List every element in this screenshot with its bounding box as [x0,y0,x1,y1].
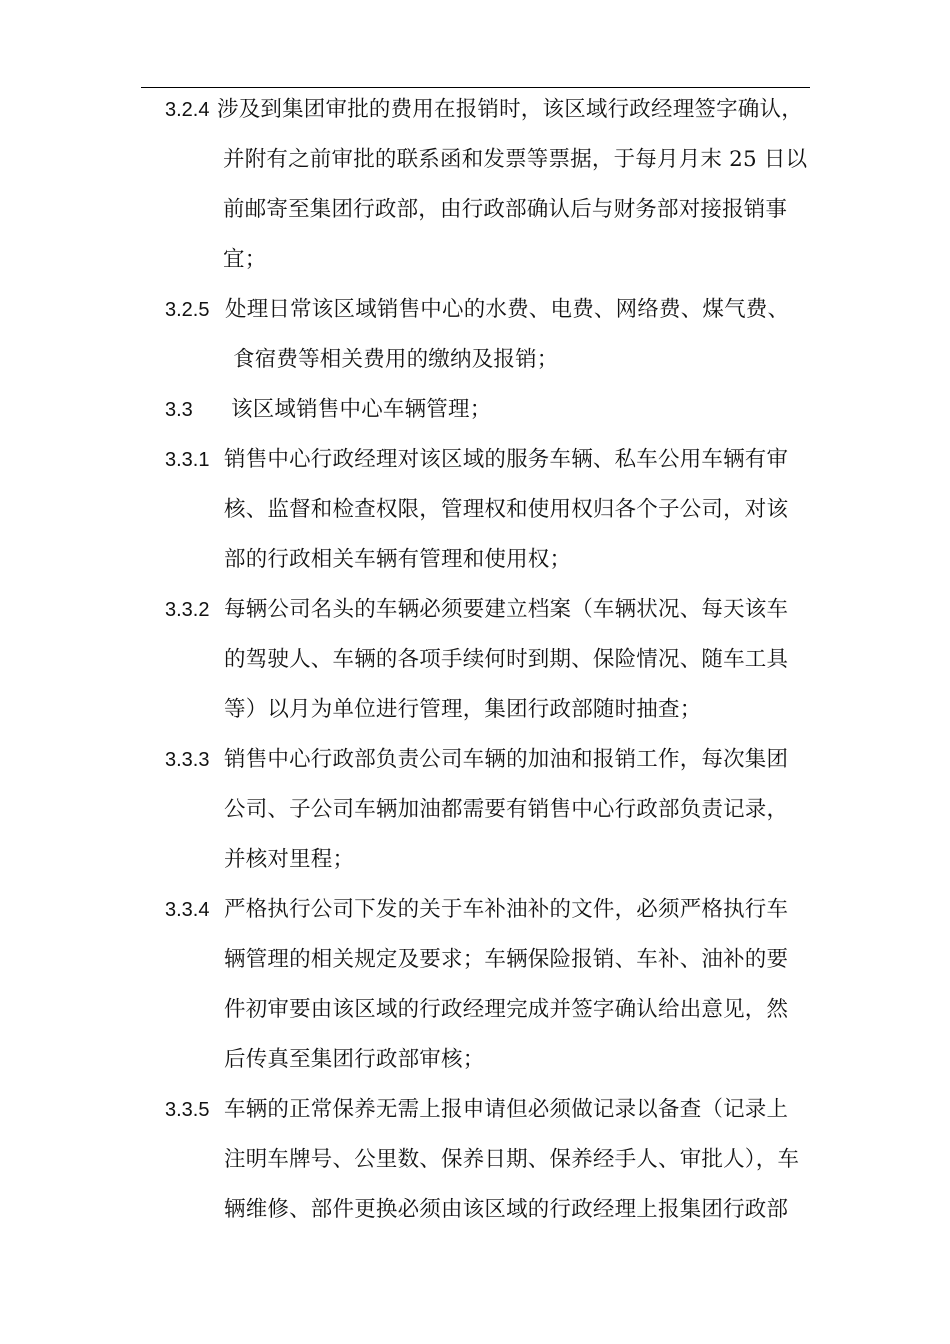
paragraph-line: 销售中心行政经理对该区域的服务车辆、私车公用车辆有审 [224,447,789,472]
paragraph-line: 注明车牌号、公里数、保养日期、保养经手人、审批人），车 [224,1147,800,1172]
paragraph-line: 销售中心行政部负责公司车辆的加油和报销工作，每次集团 [224,747,789,772]
paragraph-line: 每辆公司名头的车辆必须要建立档案（车辆状况、每天该车 [224,597,789,622]
paragraph-line: 宜； [223,247,267,272]
paragraph-line: 部的行政相关车辆有管理和使用权； [224,547,572,572]
section-number: 3.3.5 [165,1099,210,1121]
section-heading: 该区域销售中心车辆管理； [231,397,492,422]
paragraph-line: 车辆的正常保养无需上报申请但必须做记录以备查（记录上 [224,1097,789,1122]
paragraph-line: 辆维修、部件更换必须由该区域的行政经理上报集团行政部 [224,1197,789,1222]
section-number: 3.3.2 [165,599,210,621]
paragraph-line: 并核对里程； [224,847,355,872]
paragraph-line: 辆管理的相关规定及要求；车辆保险报销、车补、油补的要 [224,947,789,972]
paragraph-line: 后传真至集团行政部审核； [224,1047,485,1072]
header-rule [141,87,810,88]
paragraph-line: 涉及到集团审批的费用在报销时，该区域行政经理签字确认， [217,97,803,122]
paragraph-line: 食宿费等相关费用的缴纳及报销； [233,347,559,372]
section-number: 3.2.5 [165,299,210,321]
paragraph-line: 并附有之前审批的联系函和发票等票据，于每月月末 25 日以 [223,147,808,172]
section-number: 3.2.4 [165,99,210,121]
section-number: 3.3.3 [165,749,210,771]
paragraph-line: 前邮寄至集团行政部，由行政部确认后与财务部对接报销事 [223,197,788,222]
paragraph-line: 核、监督和检查权限，管理权和使用权归各个子公司，对该 [224,497,789,522]
section-number: 3.3.4 [165,899,210,921]
paragraph-line: 件初审要由该区域的行政经理完成并签字确认给出意见，然 [224,997,789,1022]
section-number: 3.3 [165,399,193,421]
paragraph-line: 严格执行公司下发的关于车补油补的文件，必须严格执行车 [224,897,789,922]
paragraph-line: 的驾驶人、车辆的各项手续何时到期、保险情况、随车工具 [224,647,789,672]
paragraph-line: 处理日常该区域销售中心的水费、电费、网络费、煤气费、 [225,297,790,322]
paragraph-line: 公司、子公司车辆加油都需要有销售中心行政部负责记录， [224,797,789,822]
section-number: 3.3.1 [165,449,210,471]
paragraph-line: 等）以月为单位进行管理，集团行政部随时抽查； [224,697,702,722]
